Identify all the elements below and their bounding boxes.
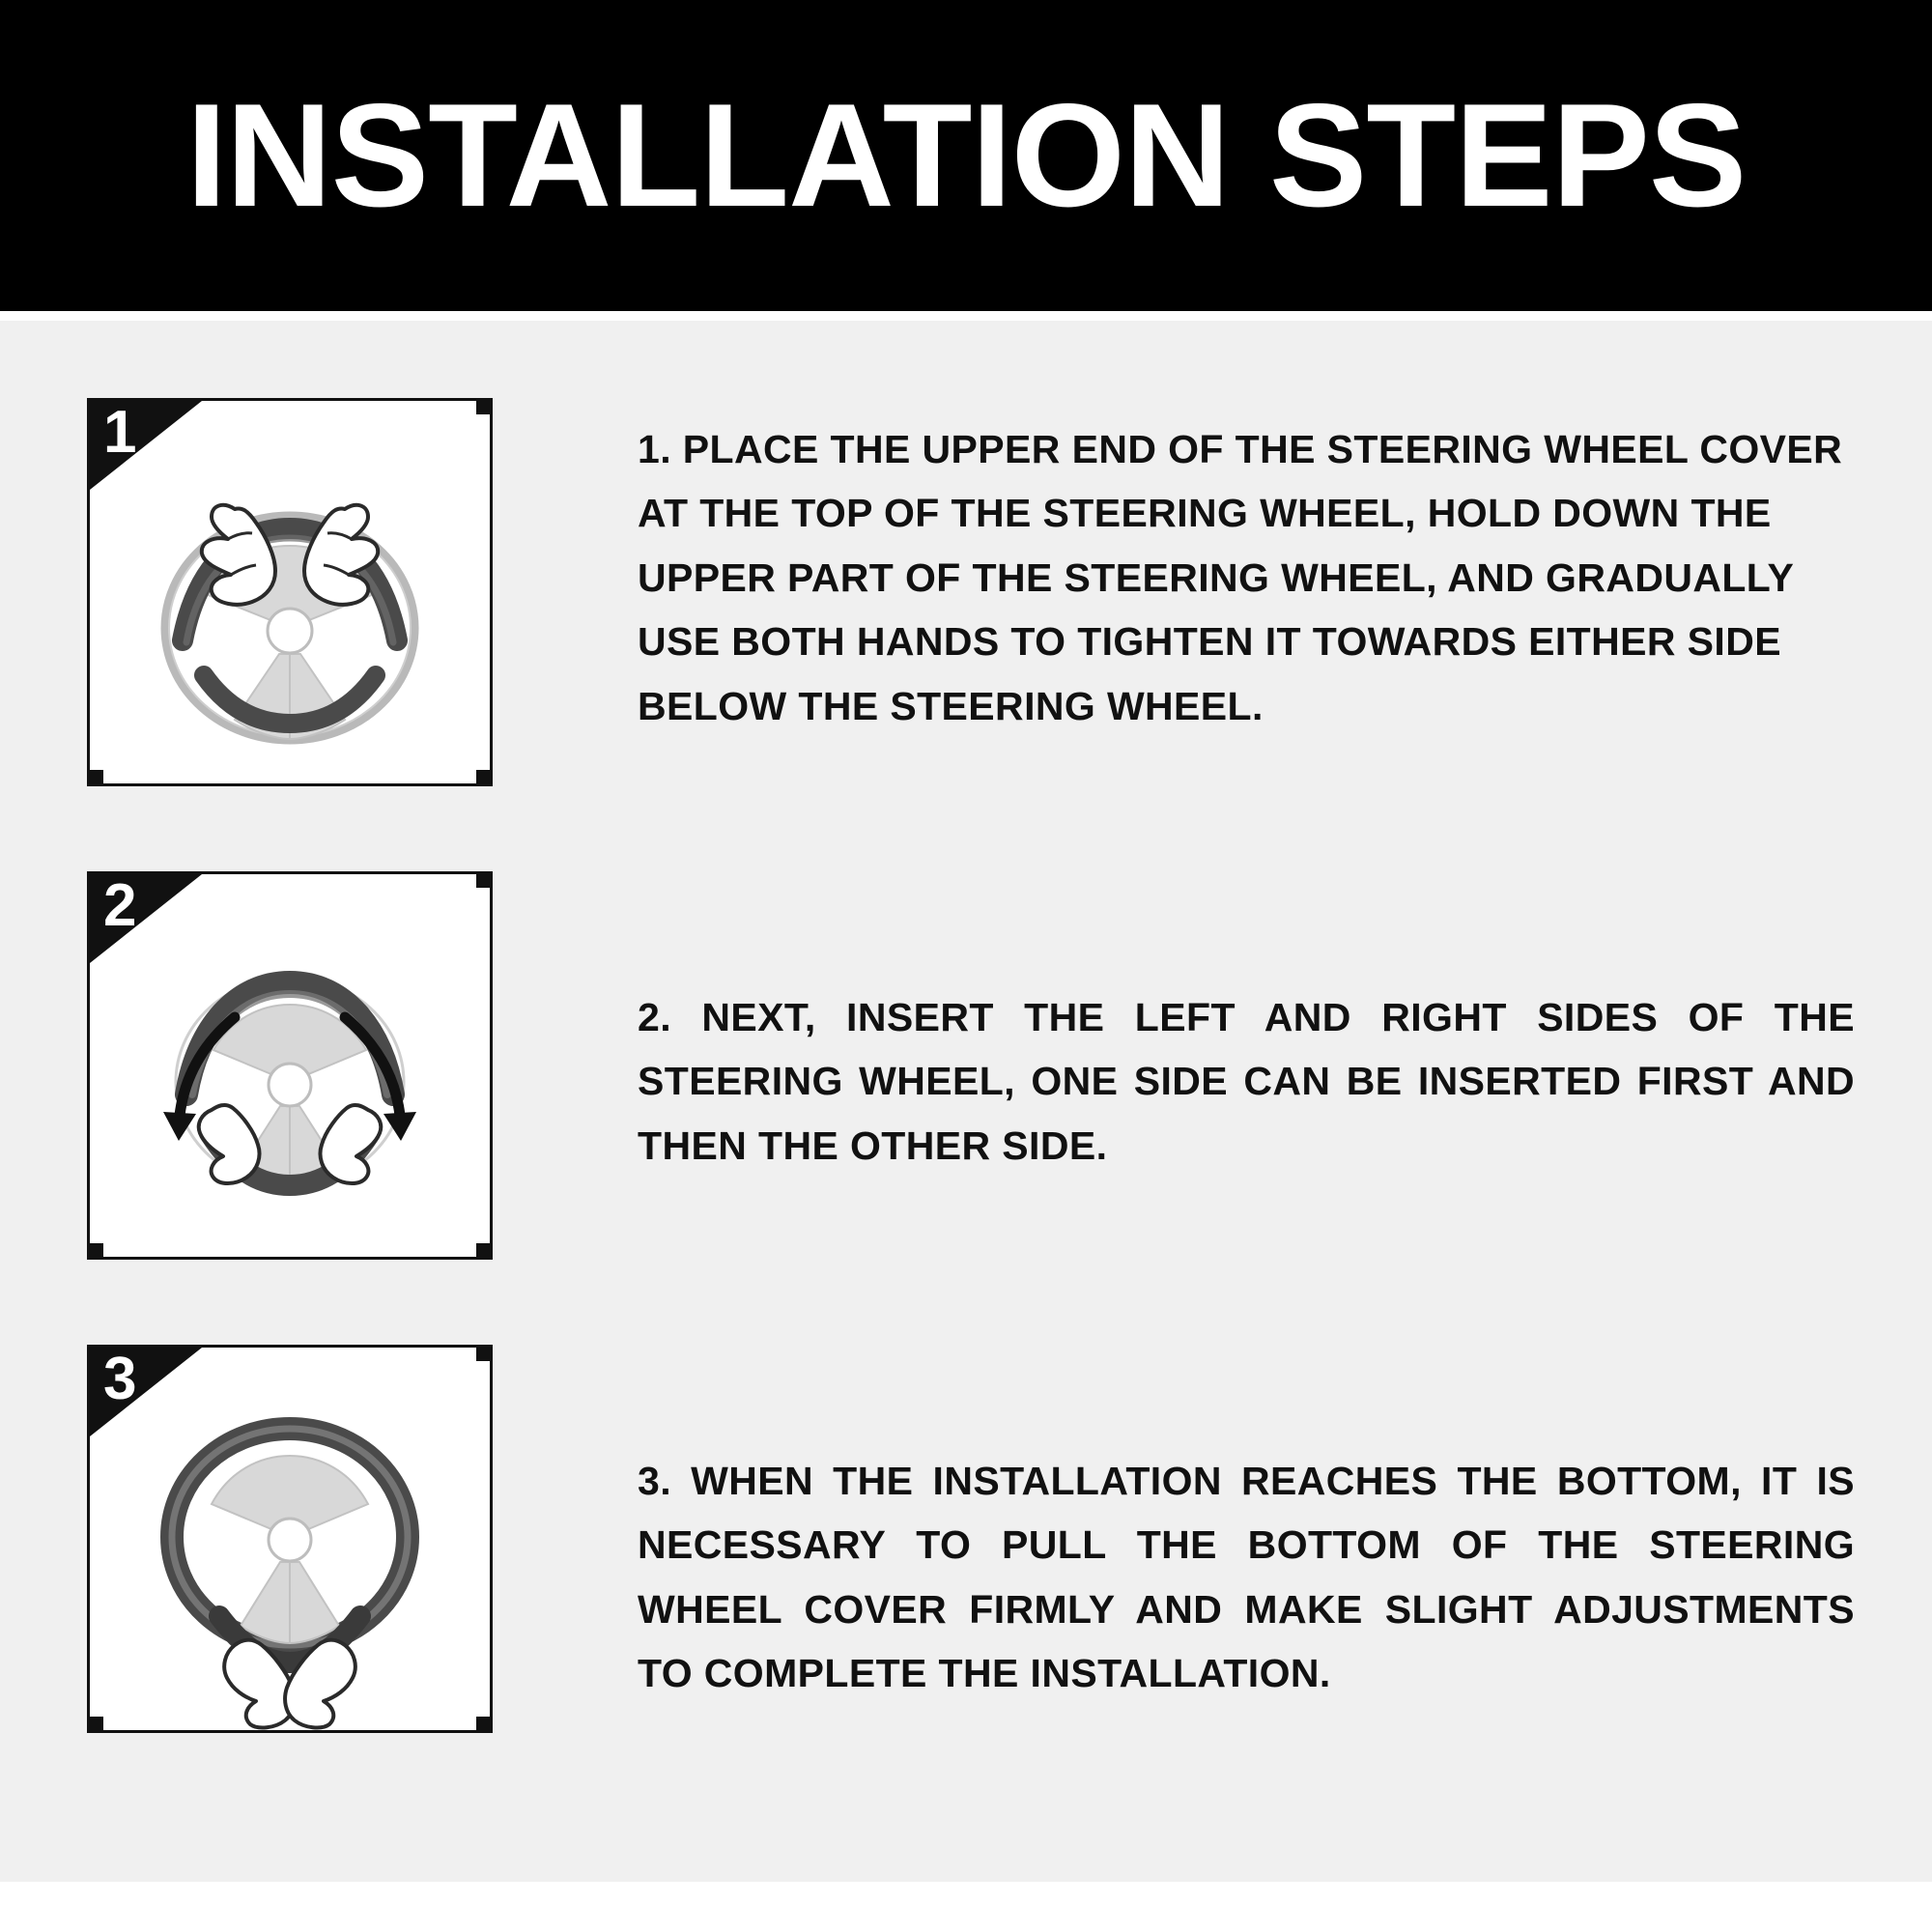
- footer-strip: [0, 1882, 1932, 1932]
- corner-mark: [476, 770, 490, 783]
- corner-mark: [90, 1243, 103, 1257]
- steering-wheel-step-2-illustration: [87, 871, 493, 1260]
- step-item: [0, 398, 1932, 786]
- corner-mark: [476, 1348, 490, 1361]
- page-header: [0, 0, 1932, 311]
- step-description: 2. NEXT, INSERT THE LEFT AND RIGHT SIDES OF THE STEERING WHEEL, ONE SIDE CAN BE INSERTED FIRST AND THEN THE OTHER SIDE.: [638, 995, 1855, 1168]
- step-number: 2: [103, 872, 137, 939]
- corner-mark: [476, 1717, 490, 1730]
- steering-wheel-step-3-illustration: [87, 1345, 493, 1733]
- steps-list: [0, 321, 1932, 1932]
- corner-mark: [90, 1717, 103, 1730]
- step-item: [0, 871, 1932, 1260]
- page-title: INSTALLATION STEPS: [185, 73, 1747, 238]
- wheel-diagram-3-icon: [90, 1348, 490, 1730]
- step-description: 1. PLACE THE UPPER END OF THE STEERING WHEEL COVER AT THE TOP OF THE STEERING WHEEL, HOLD DOWN THE UPPER PART OF THE STEERING WHEEL, AND GRADUALLY USE BOTH HANDS TO TIGHTEN IT TOWARDS EITHER SIDE BELOW THE STEERING WHEEL.: [638, 427, 1843, 728]
- wheel-diagram-2-icon: [90, 874, 490, 1257]
- step-description: 3. WHEN THE INSTALLATION REACHES THE BOTTOM, IT IS NECESSARY TO PULL THE BOTTOM OF THE STEERING WHEEL COVER FIRMLY AND MAKE SLIGHT ADJUSTMENTS TO COMPLETE THE INSTALLATION.: [638, 1459, 1855, 1696]
- corner-mark: [476, 401, 490, 414]
- wheel-diagram-1-icon: [90, 401, 490, 783]
- step-item: [0, 1345, 1932, 1733]
- header-divider: [0, 311, 1932, 321]
- step-number: 1: [103, 399, 137, 466]
- corner-mark: [476, 874, 490, 888]
- step-number: 3: [103, 1346, 137, 1412]
- steering-wheel-step-1-illustration: [87, 398, 493, 786]
- corner-mark: [476, 1243, 490, 1257]
- corner-mark: [90, 770, 103, 783]
